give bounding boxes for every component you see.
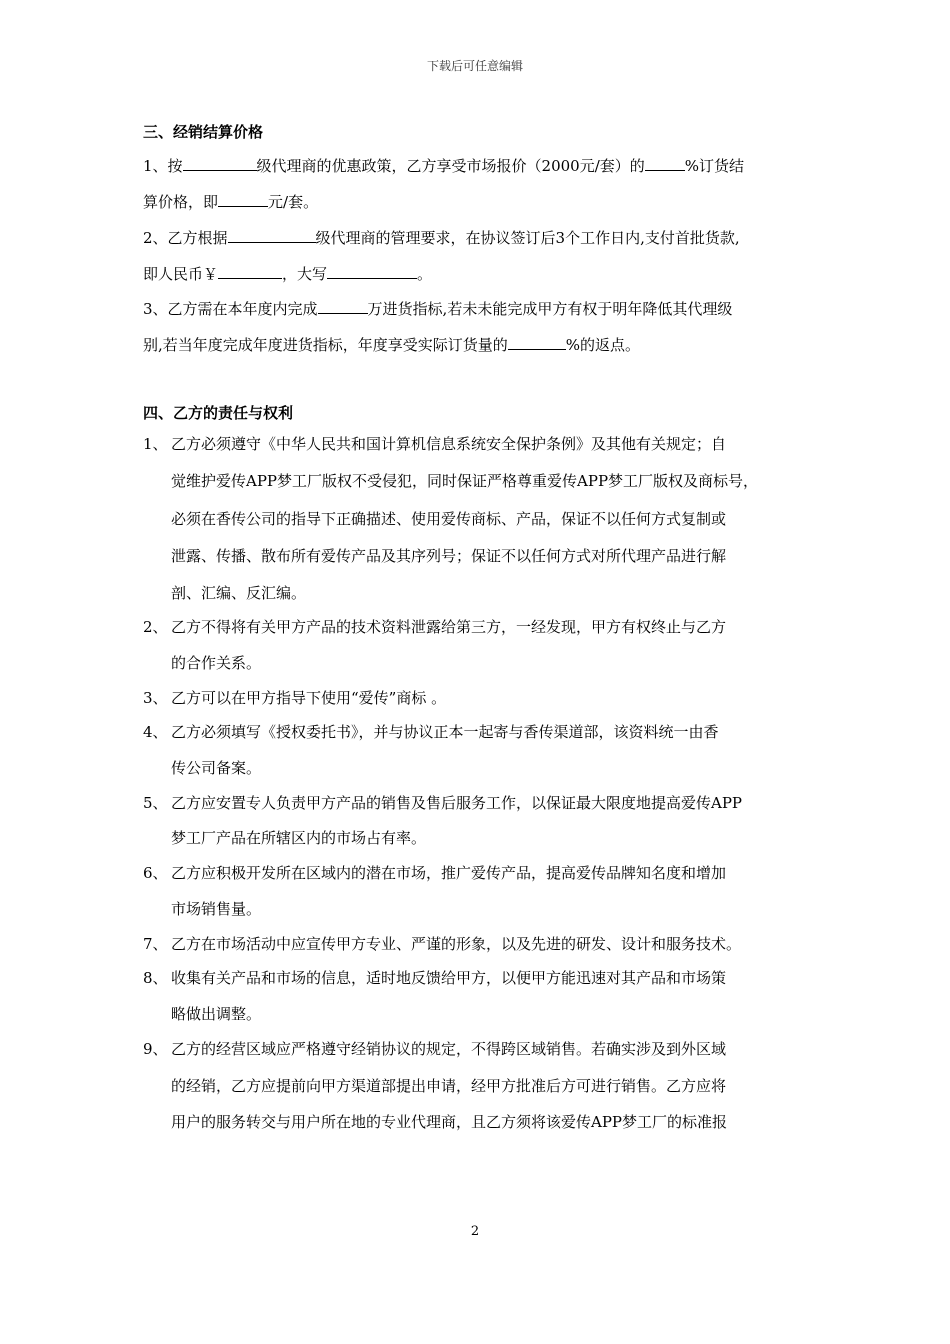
list-item-cont: 必须在香传公司的指导下正确描述、使用爱传商标、产品，保证不以任何方式复制或 (171, 510, 727, 528)
list-item-cont: 梦工厂产品在所辖区内的市场占有率。 (171, 829, 427, 847)
list-item: 4、 乙方必须填写《授权委托书》，并与协议正本一起寄与香传渠道部，该资料统一由香 (143, 723, 719, 741)
list-item-cont: 泄露、传播、散布所有爱传产品及其序列号；保证不以任何方式对所代理产品进行解 (171, 547, 727, 565)
blank-amount-words[interactable] (327, 264, 417, 279)
list-item: 7、 乙方在市场活动中应宣传甲方专业、严谨的形象，以及先进的研发、设计和服务技术。 (143, 935, 742, 953)
list-item-cont: 用户的服务转交与用户所在地的专业代理商，且乙方须将该爱传APP梦工厂的标准报 (171, 1113, 728, 1131)
page-header: 下载后可任意编辑 (426, 59, 523, 73)
s3-line-1: 1、按 级代理商的优惠政策，乙方享受市场报价（2000元/套）的 %订货结 (143, 157, 745, 175)
blank-agent-level[interactable] (183, 156, 257, 171)
list-item: 1、 乙方必须遵守《中华人民共和国计算机信息系统安全保护条例》及其他有关规定；自 (143, 435, 727, 453)
list-item-cont: 的经销，乙方应提前向甲方渠道部提出申请，经甲方批准后方可进行销售。乙方应将 (171, 1077, 727, 1095)
s3-line-6: 别,若当年度完成年度进货指标，年度享受实际订货量的 %的返点。 (143, 336, 641, 354)
list-item-cont: 传公司备案。 (171, 759, 262, 777)
list-item: 8、 收集有关产品和市场的信息，适时地反馈给甲方，以便甲方能迅速对其产品和市场策 (143, 969, 727, 987)
list-item: 2、 乙方不得将有关甲方产品的技术资料泄露给第三方，一经发现，甲方有权终止与乙方 (143, 618, 727, 636)
blank-agent-level-2[interactable] (228, 228, 316, 243)
list-item-cont: 剖、汇编、反汇编。 (171, 584, 307, 602)
list-item: 3、 乙方可以在甲方指导下使用“爱传”商标 。 (143, 689, 447, 707)
s3-line-4: 即人民币￥ ，大写 。 (143, 265, 433, 283)
list-item-cont: 觉维护爱传APP梦工厂版权不受侵犯，同时保证严格尊重爱传APP梦工厂版权及商标号， (171, 472, 759, 490)
s3-line-2: 算价格，即 元/套。 (143, 193, 319, 211)
list-item-cont: 略做出调整。 (171, 1005, 262, 1023)
list-item: 9、 乙方的经营区域应严格遵守经销协议的规定，不得跨区域销售。若确实涉及到外区域 (143, 1040, 727, 1058)
blank-rebate[interactable] (508, 335, 566, 350)
section-3-title: 三、经销结算价格 (143, 123, 264, 141)
s3-line-3: 2、乙方根据 级代理商的管理要求，在协议签订后3个工作日内,支付首批货款, (143, 229, 740, 247)
s3-line-5: 3、乙方需在本年度内完成 万进货指标,若未未能完成甲方有权于明年降低其代理级 (143, 300, 733, 318)
blank-amount[interactable] (218, 264, 282, 279)
page-number: 2 (470, 1224, 480, 1239)
list-item-cont: 的合作关系。 (171, 654, 262, 672)
list-item-cont: 市场销售量。 (171, 900, 262, 918)
list-item: 6、 乙方应积极开发所在区域内的潜在市场，推广爱传产品，提高爱传品牌知名度和增加 (143, 864, 727, 882)
blank-percent[interactable] (645, 156, 685, 171)
blank-target[interactable] (318, 299, 368, 314)
list-item: 5、 乙方应安置专人负责甲方产品的销售及售后服务工作，以保证最大限度地提高爱传APP (143, 794, 743, 812)
section-4-title: 四、乙方的责任与权利 (143, 404, 294, 422)
blank-price[interactable] (218, 192, 268, 207)
